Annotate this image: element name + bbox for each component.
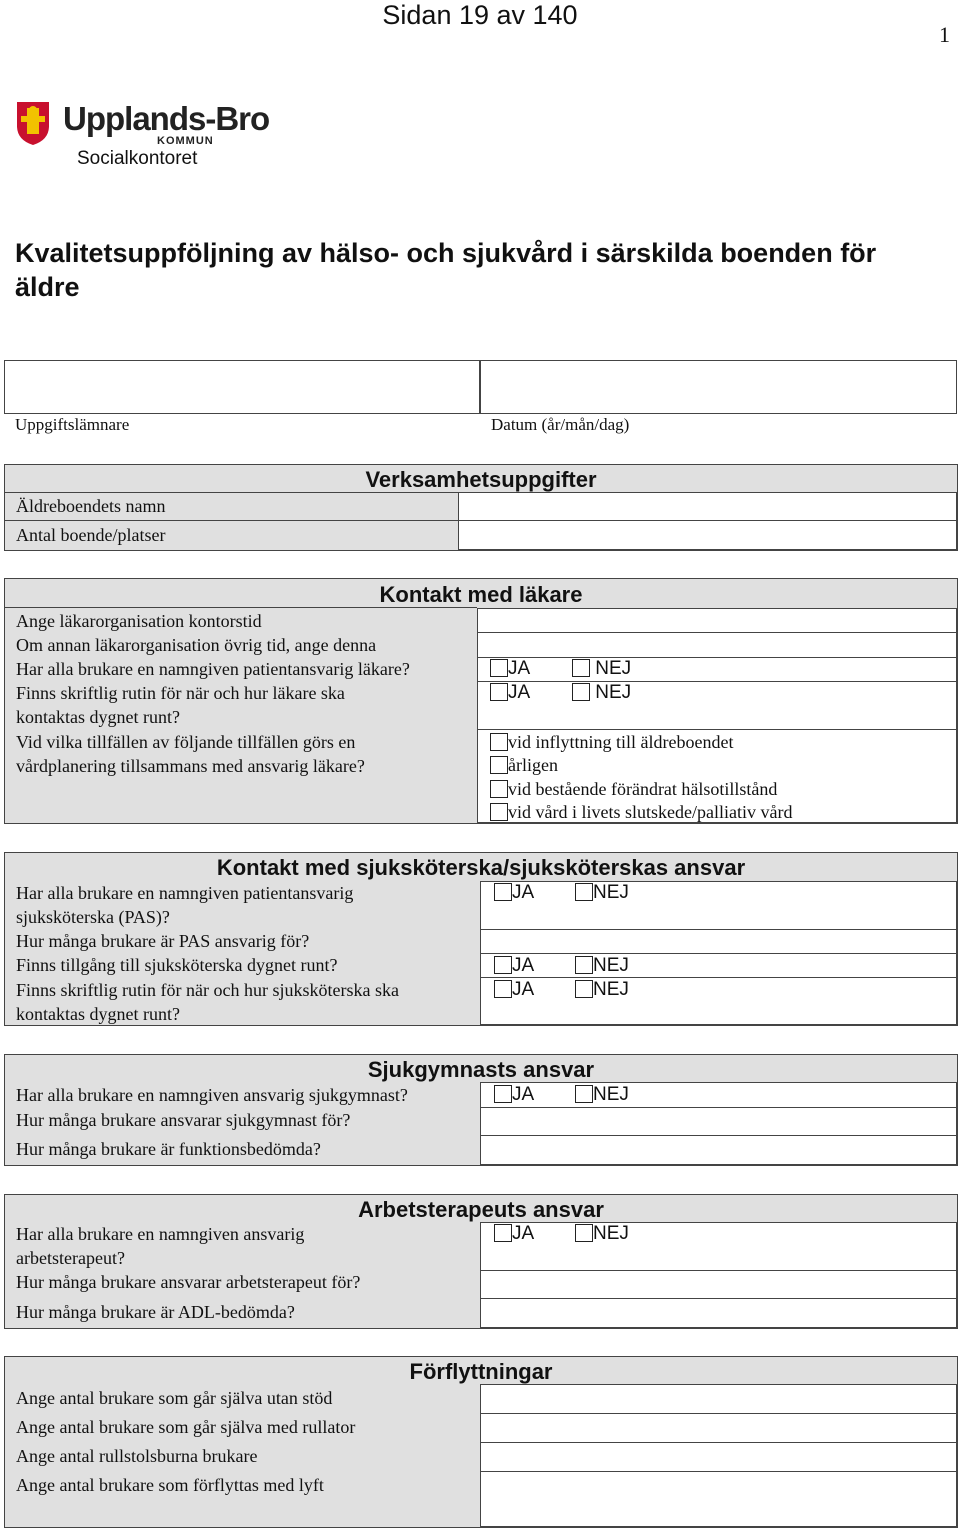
- question: Finns tillgång till sjuksköterska dygnet runt?: [16, 955, 338, 975]
- yes-option[interactable]: JA: [490, 681, 530, 705]
- no-option[interactable]: NEJ: [575, 1222, 629, 1246]
- section-heading: Kontakt med läkare: [379, 582, 583, 607]
- question: arbetsterapeut?: [16, 1248, 125, 1268]
- checkbox[interactable]: [490, 683, 508, 701]
- yes-option[interactable]: JA: [494, 978, 534, 1002]
- question: Om annan läkarorganisation övrig tid, ange denna: [16, 635, 377, 655]
- date-field[interactable]: [480, 360, 957, 414]
- question: Ange antal brukare som går själva utan stöd: [16, 1388, 333, 1408]
- checkbox[interactable]: [490, 733, 508, 751]
- question: kontaktas dygnet runt?: [16, 1004, 180, 1024]
- question: Ange antal rullstolsburna brukare: [16, 1446, 258, 1466]
- page-number: 1: [939, 22, 950, 47]
- pas-count-input[interactable]: [480, 929, 957, 954]
- verksamhet-section: [4, 464, 958, 551]
- places-count-input[interactable]: [458, 520, 957, 550]
- checkbox[interactable]: [575, 1224, 593, 1242]
- checkbox[interactable]: [494, 956, 512, 974]
- question: Har alla brukare en namngiven patientansvarig: [16, 883, 354, 903]
- lift-count-input[interactable]: [480, 1471, 957, 1527]
- checkbox[interactable]: [490, 659, 508, 677]
- no-option[interactable]: NEJ: [575, 954, 629, 978]
- checkbox[interactable]: [490, 756, 508, 774]
- wheelchair-count-input[interactable]: [480, 1442, 957, 1472]
- option-move-in[interactable]: vid inflyttning till äldreboendet: [490, 730, 733, 754]
- field-label: Antal boende/platser: [16, 525, 166, 545]
- checkbox[interactable]: [494, 1224, 512, 1242]
- logo-subtext: KOMMUN: [157, 135, 214, 147]
- checkbox[interactable]: [575, 980, 593, 998]
- question: sjuksköterska (PAS)?: [16, 907, 170, 927]
- pt-count-input[interactable]: [480, 1107, 957, 1136]
- question: Finns skriftlig rutin för när och hur sjuksköterska ska: [16, 980, 399, 1000]
- informant-field[interactable]: [4, 360, 480, 414]
- lakare-section: [4, 578, 958, 824]
- checkbox[interactable]: [575, 956, 593, 974]
- no-option[interactable]: NEJ: [575, 881, 629, 905]
- no-option[interactable]: NEJ: [572, 657, 631, 681]
- checkbox[interactable]: [572, 659, 590, 677]
- option-palliative[interactable]: vid vård i livets slutskede/palliativ vård: [490, 800, 792, 824]
- yes-option[interactable]: JA: [494, 1083, 534, 1107]
- adl-count-input[interactable]: [480, 1298, 957, 1328]
- unaided-count-input[interactable]: [480, 1384, 957, 1414]
- checkbox[interactable]: [494, 883, 512, 901]
- section-heading: Kontakt med sjuksköterska/sjuksköterskas ansvar: [216, 855, 746, 880]
- question: vårdplanering tillsammans med ansvarig läkare?: [16, 756, 365, 776]
- informant-label: Uppgiftslämnare: [15, 415, 130, 434]
- ssk-section: [4, 852, 958, 1026]
- question: Ange antal brukare som förflyttas med lyft: [16, 1475, 324, 1495]
- assessed-count-input[interactable]: [480, 1135, 957, 1165]
- rollator-count-input[interactable]: [480, 1413, 957, 1443]
- no-option[interactable]: NEJ: [575, 1083, 629, 1107]
- checkbox[interactable]: [575, 883, 593, 901]
- checkbox[interactable]: [494, 980, 512, 998]
- checkbox[interactable]: [494, 1085, 512, 1103]
- yes-option[interactable]: JA: [494, 1222, 534, 1246]
- question: Hur många brukare ansvarar sjukgymnast för?: [16, 1110, 351, 1130]
- checkbox[interactable]: [490, 780, 508, 798]
- section-heading: Arbetsterapeuts ansvar: [358, 1197, 604, 1222]
- facility-name-input[interactable]: [458, 492, 957, 521]
- yes-option[interactable]: JA: [494, 954, 534, 978]
- section-heading: Verksamhetsuppgifter: [365, 467, 597, 492]
- question: Hur många brukare är PAS ansvarig för?: [16, 931, 310, 951]
- question: Hur många brukare ansvarar arbetsterapeut för?: [16, 1272, 361, 1292]
- doctor-org-input[interactable]: [477, 608, 957, 633]
- forflyttning-section: [4, 1356, 958, 1528]
- question: Finns skriftlig rutin för när och hur läkare ska: [16, 683, 345, 703]
- checkbox[interactable]: [575, 1085, 593, 1103]
- checkbox[interactable]: [490, 803, 508, 821]
- question: Ange läkarorganisation kontorstid: [16, 611, 262, 631]
- question: Hur många brukare är ADL-bedömda?: [16, 1302, 295, 1322]
- yes-option[interactable]: JA: [490, 657, 530, 681]
- ot-count-input[interactable]: [480, 1270, 957, 1299]
- arbetsterapeut-section: [4, 1194, 958, 1329]
- document-title: Kvalitetsuppföljning av hälso- och sjukvård i särskilda boenden för äldre: [15, 238, 877, 302]
- field-label: Äldreboendets namn: [16, 496, 166, 516]
- question: Ange antal brukare som går själva med rullator: [16, 1417, 356, 1437]
- yes-option[interactable]: JA: [494, 881, 534, 905]
- section-heading: Förflyttningar: [409, 1359, 553, 1384]
- checkbox[interactable]: [572, 683, 590, 701]
- question: Har alla brukare en namngiven ansvarig: [16, 1224, 305, 1244]
- question: Har alla brukare en namngiven patientansvarig läkare?: [16, 659, 410, 679]
- no-option[interactable]: NEJ: [572, 681, 631, 705]
- question: Hur många brukare är funktionsbedömda?: [16, 1139, 321, 1159]
- date-label: Datum (år/mån/dag): [491, 415, 630, 434]
- question: Har alla brukare en namngiven ansvarig sjukgymnast?: [16, 1085, 408, 1105]
- sjukgymnast-section: [4, 1054, 958, 1166]
- section-heading: Sjukgymnasts ansvar: [367, 1057, 595, 1082]
- other-doctor-org-input[interactable]: [477, 632, 957, 658]
- logo-text: Upplands-Bro: [63, 100, 270, 137]
- option-yearly[interactable]: årligen: [490, 753, 558, 777]
- option-health-change[interactable]: vid bestående förändrat hälsotillstånd: [490, 777, 777, 801]
- department: Socialkontoret: [77, 148, 198, 169]
- question: kontaktas dygnet runt?: [16, 707, 180, 727]
- coat-of-arms-icon: [15, 100, 51, 151]
- question: Vid vilka tillfällen av följande tillfällen görs en: [16, 732, 356, 752]
- page-header: Sidan 19 av 140: [382, 0, 578, 30]
- no-option[interactable]: NEJ: [575, 978, 629, 1002]
